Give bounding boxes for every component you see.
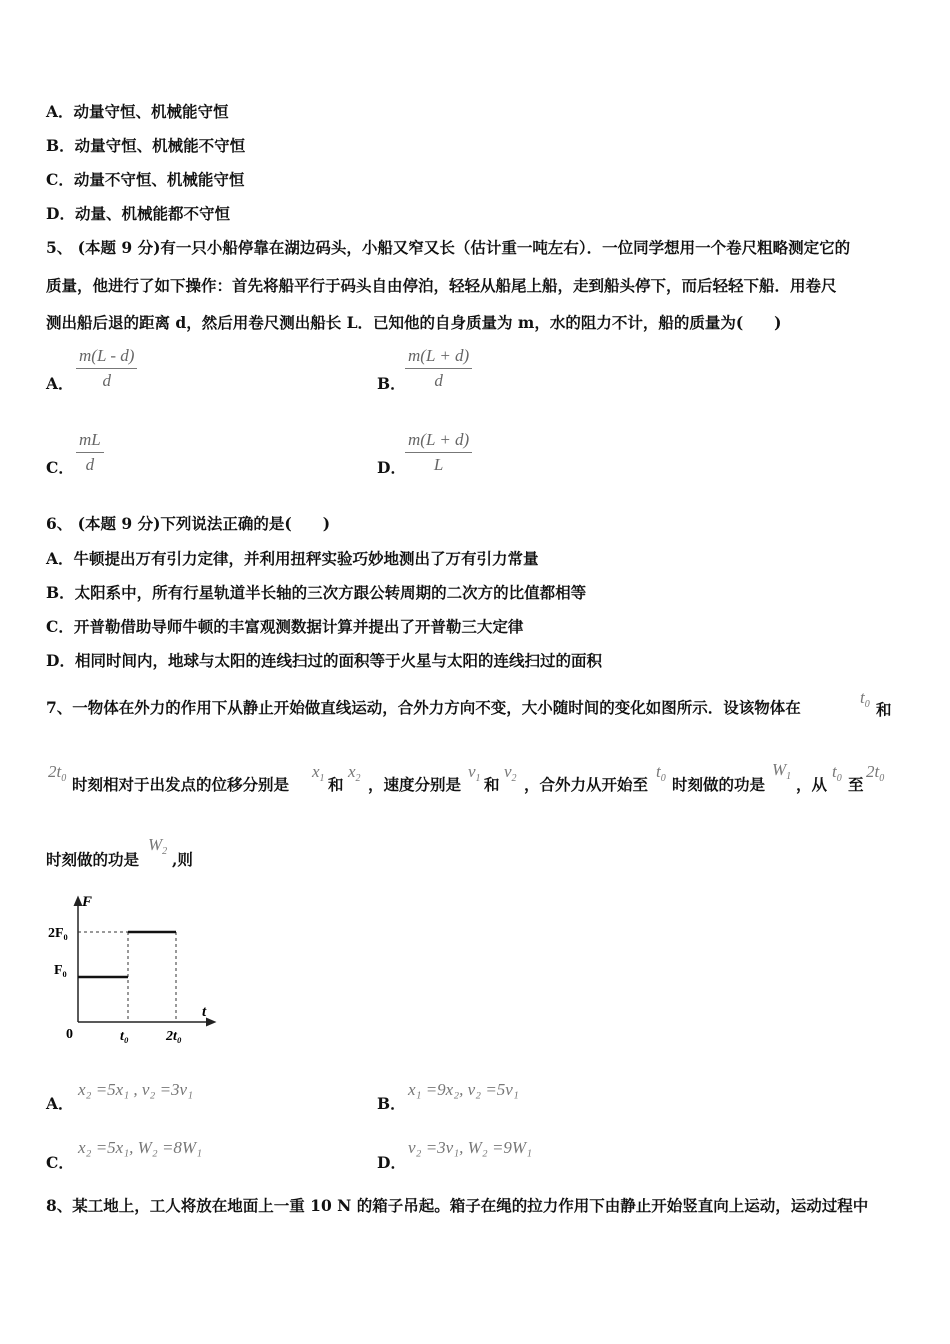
math-var: 2t (48, 762, 62, 781)
fraction-denominator: d (85, 455, 95, 474)
fraction-numerator: m(L - d) (79, 346, 135, 365)
q6-option-a (46, 549, 539, 569)
fraction-denominator: d (434, 371, 443, 390)
option-text: 相同时间内，地球与太阳的连线扫过的面积等于火星与太阳的连线扫过的面积 (74, 651, 602, 670)
q7-option-a-letter: A． (46, 1094, 74, 1113)
fraction-numerator: mL (79, 430, 101, 449)
q7-seg-g: ，从 (796, 775, 828, 794)
option-text: 动量不守恒、机械能守恒 (73, 170, 245, 189)
q4-option-c (46, 170, 244, 190)
x-axis-label: t (202, 1004, 207, 1020)
q5-option-b-fraction (405, 346, 472, 391)
q6-option-b (46, 583, 586, 603)
q7-seg-c: ，速度分别是 (368, 775, 462, 794)
q7-seg-h: 至 (848, 775, 864, 794)
q7-v2-symbol (504, 762, 517, 784)
q7-option-d-letter: D． (377, 1153, 406, 1172)
fraction-denominator: d (102, 371, 111, 390)
q7-t0-symbol-2 (656, 762, 666, 784)
option-text: 动量守恒、机械能守恒 (73, 102, 229, 121)
q7-t0-symbol (860, 688, 870, 710)
math-sub: 1 (475, 773, 481, 784)
math-sub: 0 (864, 699, 870, 710)
math-sub: 2 (162, 846, 168, 857)
option-letter: B． (46, 583, 75, 602)
q5-option-a-letter: A． (46, 374, 74, 393)
q7-seg-d: 和 (484, 775, 500, 794)
option-letter: A． (46, 102, 74, 121)
q6-stem: 6、 (本题 9 分)下列说法正确的是( ) (46, 514, 331, 533)
q7-2t0-symbol (48, 762, 66, 784)
q6-option-d (46, 651, 602, 671)
math-var: x (348, 762, 356, 781)
q5-stem-line-2: 质量，他进行了如下操作：首先将船平行于码头自由停泊，轻轻从船尾上船，走到船头停下，而后轻轻下船．用卷尺 (46, 276, 837, 295)
q7-option-c-math: x₂ =5x₁, W₂ =8W₁ (78, 1138, 202, 1157)
math-var: t (832, 762, 837, 781)
option-letter: B． (46, 136, 75, 155)
option-text: 太阳系中，所有行星轨道半长轴的三次方跟公转周期的二次方的比值都相等 (74, 583, 587, 602)
q4-option-a (46, 102, 229, 122)
option-text: 开普勒借助导师牛顿的丰富观测数据计算并提出了开普勒三大定律 (73, 617, 524, 636)
q7-seg-i: 时刻做的功是 (46, 850, 140, 869)
q7-t0-symbol-3 (832, 762, 842, 784)
option-letter: D． (46, 651, 75, 670)
q7-seg-a: 时刻相对于出发点的位移分别是 (72, 775, 290, 794)
q5-option-c-fraction (76, 430, 104, 475)
fraction-numerator: m(L + d) (408, 430, 470, 449)
q5-option-b-letter: B． (377, 374, 406, 393)
q7-option-b-letter: B． (377, 1094, 406, 1113)
q5-stem-line-3: 测出船后退的距离 d，然后用卷尺测出船长 L．已知他的自身质量为 m，水的阻力不计，船的质量为( ) (46, 313, 782, 332)
q5-option-a-fraction (76, 346, 137, 391)
q4-option-d (46, 204, 230, 224)
q5-stem-line-1: 5、 (本题 9 分)有一只小船停靠在湖边码头，小船又窄又长（估计重一吨左右）．一位同学想用一个卷尺粗略测定它的 (46, 238, 851, 257)
q7-and-1: 和 (876, 700, 892, 719)
option-letter: A． (46, 549, 74, 568)
math-var: t (860, 688, 865, 707)
origin-label: 0 (66, 1027, 73, 1042)
q7-seg-b: 和 (328, 775, 344, 794)
x-tick-t0: t₀ (120, 1029, 129, 1044)
y-axis-label: F (82, 894, 93, 910)
math-var: W (148, 835, 163, 854)
q7-option-b-math: x₁ =9x₂, v₂ =5v₁ (408, 1080, 519, 1099)
q4-option-b (46, 136, 245, 156)
q7-seg-e: ，合外力从开始至 (524, 775, 649, 794)
x-tick-2t0: 2t₀ (166, 1029, 182, 1044)
math-var: t (656, 762, 661, 781)
math-var: v (468, 762, 476, 781)
q7-x1-symbol (312, 762, 325, 784)
q5-option-d-fraction (405, 430, 472, 475)
q8-stem-line-1: 8、某工地上，工人将放在地面上一重 10 N 的箱子吊起。箱子在绳的拉力作用下由静止开始竖直向上运动，运动过程中 (46, 1196, 869, 1215)
math-sub: 2 (355, 773, 361, 784)
q6-option-c (46, 617, 523, 637)
math-sub: 1 (786, 771, 792, 782)
q5-option-c-letter: C． (46, 458, 74, 477)
option-text: 动量守恒、机械能不守恒 (74, 136, 246, 155)
math-var: W (772, 760, 787, 779)
fraction-denominator: L (433, 455, 444, 474)
math-sub: 0 (836, 773, 842, 784)
q7-v1-symbol (468, 762, 481, 784)
q7-2t0-symbol-2 (866, 762, 884, 784)
option-letter: C． (46, 170, 74, 189)
option-letter: D． (46, 204, 75, 223)
y-tick-f0: F₀ (54, 963, 67, 978)
math-var: x (312, 762, 320, 781)
q7-w2-symbol (148, 835, 167, 857)
q7-option-d-math: v₂ =3v₁, W₂ =9W₁ (408, 1138, 532, 1157)
q7-option-a-math: x₂ =5x₁ , v₂ =3v₁ (78, 1080, 194, 1099)
math-sub: 0 (879, 773, 885, 784)
math-var: 2t (866, 762, 880, 781)
q7-option-c-letter: C． (46, 1153, 74, 1172)
q5-option-d-letter: D． (377, 458, 406, 477)
math-sub: 0 (61, 773, 67, 784)
math-sub: 2 (511, 773, 517, 784)
force-time-graph (40, 890, 220, 1050)
q7-stem-line-1: 7、一物体在外力的作用下从静止开始做直线运动，合外力方向不变，大小随时间的变化如图所示．设该物体在 (46, 698, 801, 717)
option-text: 动量、机械能都不守恒 (74, 204, 230, 223)
q7-x2-symbol (348, 762, 361, 784)
q7-seg-j: ,则 (172, 850, 193, 869)
q7-w1-symbol (772, 760, 791, 782)
q7-seg-f: 时刻做的功是 (672, 775, 766, 794)
y-tick-2f0: 2F₀ (48, 926, 68, 941)
option-letter: C． (46, 617, 74, 636)
fraction-numerator: m(L + d) (408, 346, 470, 365)
option-text: 牛顿提出万有引力定律，并利用扭秤实验巧妙地测出了万有引力常量 (73, 549, 539, 568)
math-var: v (504, 762, 512, 781)
math-sub: 1 (319, 773, 325, 784)
math-sub: 0 (660, 773, 666, 784)
